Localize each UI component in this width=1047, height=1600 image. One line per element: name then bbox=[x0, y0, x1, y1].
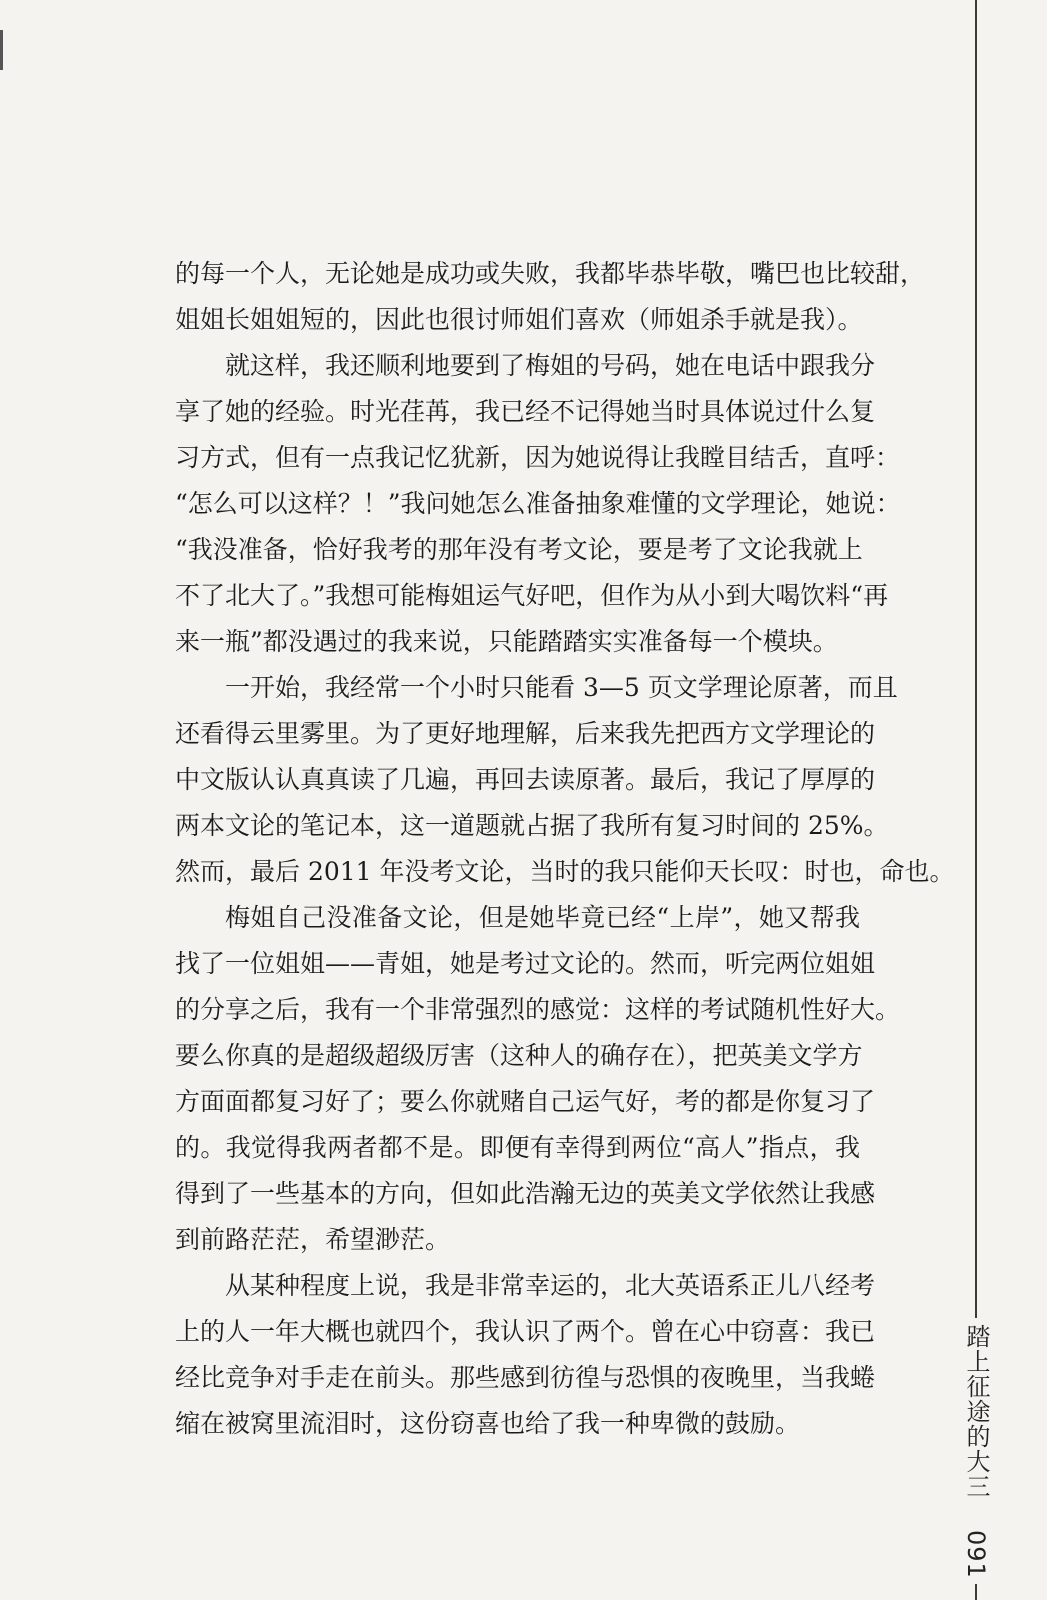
text-line: “怎么可以这样？！”我问她怎么准备抽象难懂的文学理论，她说： bbox=[175, 489, 901, 518]
page-number: 091 bbox=[962, 1529, 990, 1579]
text-line: 的。我觉得我两者都不是。即便有幸得到两位“高人”指点，我 bbox=[175, 1133, 860, 1162]
body-text bbox=[175, 254, 955, 1450]
text-line: 享了她的经验。时光荏苒，我已经不记得她当时具体说过什么复 bbox=[175, 397, 876, 426]
text-line: 从某种程度上说，我是非常幸运的，北大英语系正儿八经考 bbox=[225, 1271, 876, 1300]
paragraph bbox=[175, 898, 901, 1266]
text-line: 一开始，我经常一个小时只能看 3—5 页文学理论原著，而且 bbox=[225, 673, 898, 702]
text-line: 要么你真的是超级超级厉害（这种人的确存在），把英美文学方 bbox=[175, 1041, 863, 1070]
text-line: 来一瓶”都没遇过的我来说，只能踏踏实实准备每一个模块。 bbox=[175, 627, 838, 656]
text-line: 得到了一些基本的方向，但如此浩瀚无边的英美文学依然让我感 bbox=[175, 1179, 876, 1208]
paragraph bbox=[175, 346, 901, 668]
text-line: 不了北大了。”我想可能梅姐运气好吧，但作为从小到大喝饮料“再 bbox=[175, 581, 889, 610]
running-head bbox=[960, 1318, 994, 1584]
text-line: 缩在被窝里流泪时，这份窃喜也给了我一种卑微的鼓励。 bbox=[175, 1409, 801, 1438]
text-line: 上的人一年大概也就四个，我认识了两个。曾在心中窃喜：我已 bbox=[175, 1317, 876, 1346]
text-line: 梅姐自己没准备文论，但是她毕竟已经“上岸”，她又帮我 bbox=[225, 903, 860, 932]
chapter-title: 踏上征途的大三 bbox=[962, 1324, 990, 1499]
scan-edge-mark bbox=[0, 30, 3, 70]
text-line: 中文版认认真真读了几遍，再回去读原著。最后，我记了厚厚的 bbox=[175, 765, 876, 794]
text-line: 找了一位姐姐——青姐，她是考过文论的。然而，听完两位姐姐 bbox=[175, 949, 876, 978]
text-line: 习方式，但有一点我记忆犹新，因为她说得让我瞠目结舌，直呼： bbox=[175, 443, 901, 472]
paragraph bbox=[175, 668, 955, 898]
paragraph bbox=[175, 254, 926, 346]
text-line: 还看得云里雾里。为了更好地理解，后来我先把西方文学理论的 bbox=[175, 719, 876, 748]
text-line: 两本文论的笔记本，这一道题就占据了我所有复习时间的 25%。 bbox=[175, 811, 889, 840]
text-line: 到前路茫茫，希望渺茫。 bbox=[175, 1225, 451, 1254]
text-line: 然而，最后 2011 年没考文论，当时的我只能仰天长叹：时也，命也。 bbox=[175, 857, 955, 886]
text-line: “我没准备，恰好我考的那年没有考文论，要是考了文论我就上 bbox=[175, 535, 863, 564]
text-line: 姐姐长姐姐短的，因此也很讨师姐们喜欢（师姐杀手就是我）。 bbox=[175, 305, 863, 334]
text-line: 的每一个人，无论她是成功或失败，我都毕恭毕敬，嘴巴也比较甜， bbox=[175, 259, 926, 288]
text-line: 就这样，我还顺利地要到了梅姐的号码，她在电话中跟我分 bbox=[225, 351, 876, 380]
paragraph bbox=[175, 1266, 876, 1450]
text-line: 的分享之后，我有一个非常强烈的感觉：这样的考试随机性好大。 bbox=[175, 995, 901, 1024]
text-line: 经比竞争对手走在前头。那些感到彷徨与恐惧的夜晚里，当我蜷 bbox=[175, 1363, 876, 1392]
text-line: 方面面都复习好了；要么你就赌自己运气好，考的都是你复习了 bbox=[175, 1087, 876, 1116]
